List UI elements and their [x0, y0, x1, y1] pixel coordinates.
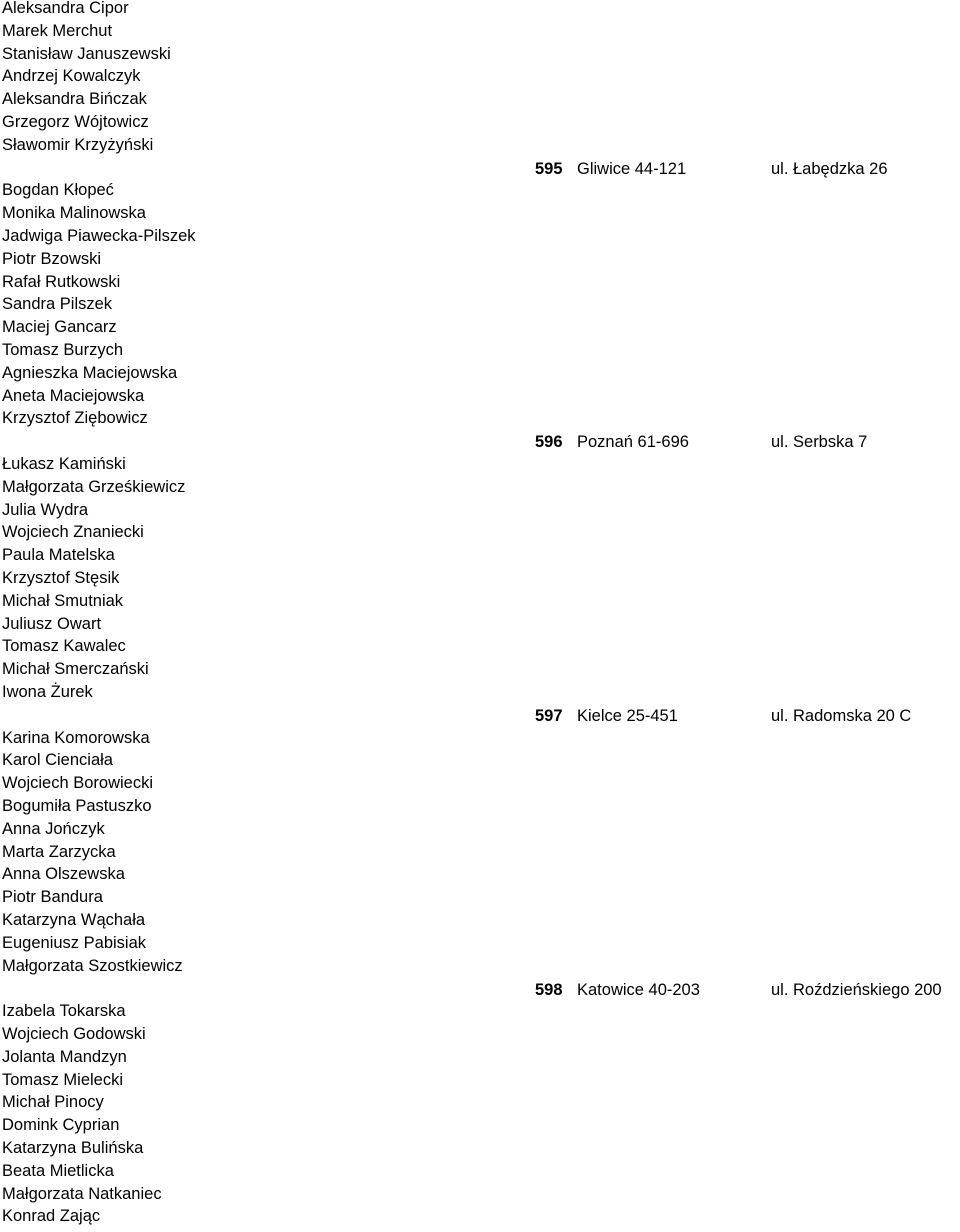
person-name: Bogumiła Pastuszko [2, 797, 152, 815]
office-city: Gliwice 44-121 [577, 159, 687, 178]
person-name: Juliusz Owart [2, 614, 102, 633]
person-name: Izabela Tokarska [2, 1002, 126, 1021]
person-name: Agnieszka Maciejowska [2, 363, 178, 382]
person-name: Wojciech Znaniecki [2, 523, 144, 542]
person-name: Julia Wydra [2, 500, 89, 519]
person-name: Karina Komorowska [2, 728, 150, 747]
office-city: Katowice 40-203 [577, 980, 700, 999]
person-name: Małgorzata Grześkiewicz [2, 477, 186, 496]
office-city: Poznań 61-696 [577, 433, 689, 452]
person-name: Sławomir Krzyżyński [2, 135, 154, 154]
office-city: Kielce 25-451 [577, 707, 678, 725]
person-name: Aleksandra Bińczak [2, 90, 147, 109]
office-street: ul. Roździeńskiego 200 [771, 980, 942, 999]
person-name: Tomasz Kawalec [2, 637, 126, 656]
person-name: Rafał Rutkowski [2, 272, 121, 291]
person-name: Piotr Bzowski [2, 249, 102, 268]
person-name: Iwona Żurek [2, 683, 93, 701]
person-name: Wojciech Godowski [2, 1025, 146, 1043]
person-name: Małgorzata Natkaniec [2, 1184, 162, 1203]
office-number: 595 [535, 159, 563, 178]
person-name: Eugeniusz Pabisiak [2, 933, 147, 952]
person-name: Piotr Bandura [2, 888, 103, 907]
person-name: Wojciech Borowiecki [2, 774, 153, 793]
person-name: Aleksandra Cipor [2, 0, 129, 17]
person-name: Marta Zarzycka [2, 842, 116, 861]
office-number: 596 [535, 433, 563, 452]
office-street: ul. Serbska 7 [771, 433, 868, 452]
person-name: Grzegorz Wójtowicz [2, 113, 149, 131]
person-name: Małgorzata Szostkiewicz [2, 956, 183, 975]
person-name: Anna Jończyk [2, 819, 105, 838]
person-name: Anna Olszewska [2, 865, 125, 884]
person-name: Konrad Zając [2, 1207, 101, 1226]
person-name: Paula Matelska [2, 546, 115, 565]
office-number: 598 [535, 980, 563, 999]
person-name: Karol Cienciała [2, 751, 113, 770]
person-name: Michał Smerczański [2, 660, 149, 679]
person-name: Łukasz Kamiński [2, 455, 126, 473]
person-name: Krzysztof Ziębowicz [2, 409, 148, 428]
person-name: Bogdan Kłopeć [2, 181, 114, 200]
person-name: Monika Malinowska [2, 204, 146, 223]
person-name: Tomasz Mielecki [2, 1070, 124, 1089]
office-street: ul. Łabędzka 26 [771, 159, 888, 178]
person-name: Sandra Pilszek [2, 295, 113, 314]
person-name: Jolanta Mandzyn [2, 1047, 127, 1066]
person-name: Katarzyna Bulińska [2, 1139, 144, 1157]
person-name: Jadwiga Piawecka-Pilszek [2, 227, 196, 245]
person-name: Domink Cyprian [2, 1116, 120, 1135]
person-name: Katarzyna Wąchała [2, 911, 146, 929]
person-name: Beata Mietlicka [2, 1161, 114, 1180]
person-name: Krzysztof Stęsik [2, 569, 120, 587]
person-name: Maciej Gancarz [2, 318, 117, 337]
person-name: Tomasz Burzych [2, 341, 124, 359]
person-name: Andrzej Kowalczyk [2, 67, 141, 86]
person-name: Stanisław Januszewski [2, 44, 171, 63]
person-name: Michał Smutniak [2, 591, 124, 610]
person-name: Michał Pinocy [2, 1093, 104, 1112]
person-name: Marek Merchut [2, 21, 113, 40]
office-number: 597 [535, 707, 563, 725]
office-street: ul. Radomska 20 C [771, 707, 912, 725]
person-name: Aneta Maciejowska [2, 386, 145, 405]
